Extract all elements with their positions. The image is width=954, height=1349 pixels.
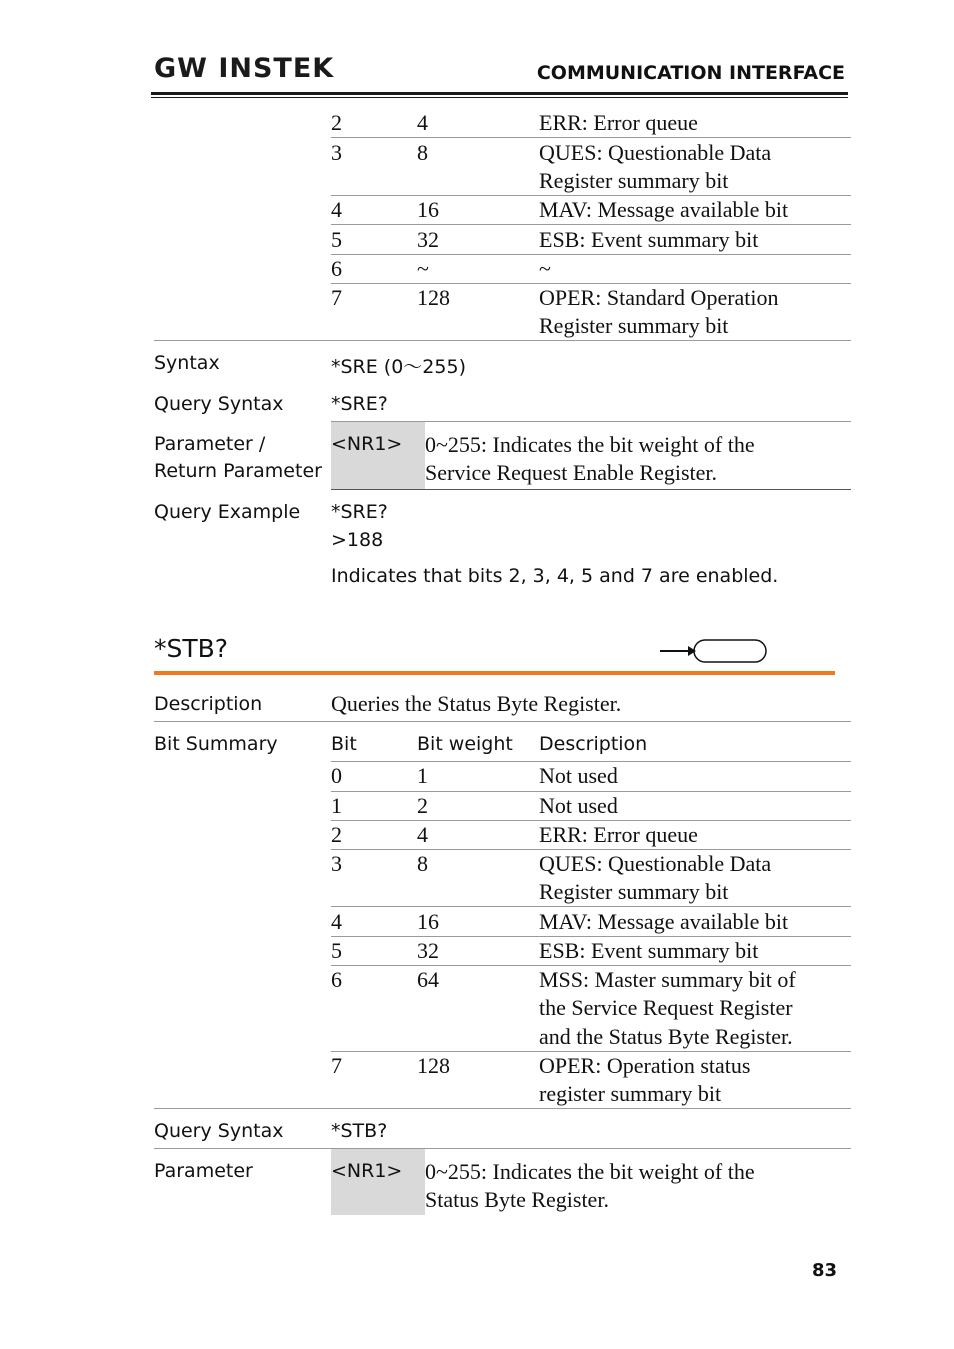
row-divider: [331, 224, 851, 225]
table-cell-weight: 16: [417, 197, 439, 222]
syntax-value: *SRE (0～255): [331, 356, 466, 378]
stb-param-desc-cont: Status Byte Register.: [425, 1187, 609, 1212]
table-cell-weight: 128: [417, 285, 450, 310]
table-cell-bit: 2: [331, 110, 342, 135]
stb-param-desc: 0~255: Indicates the bit weight of the: [425, 1159, 755, 1184]
column-header-weight: Bit weight: [417, 733, 513, 755]
stb-param-label: Parameter: [154, 1160, 253, 1182]
table-cell-weight: 32: [417, 227, 439, 252]
table-cell-weight: 64: [417, 967, 439, 992]
table-cell-desc-cont: Register summary bit: [539, 168, 729, 193]
page-number: 83: [812, 1260, 838, 1281]
table-cell-desc: OPER: Operation status: [539, 1053, 751, 1078]
table-cell-bit: 7: [331, 285, 342, 310]
table-cell-weight: 8: [417, 851, 428, 876]
syntax-label: Syntax: [154, 352, 220, 374]
table-cell-desc: QUES: Questionable Data: [539, 851, 772, 876]
column-header-description: Description: [539, 733, 648, 755]
table-cell-bit: 3: [331, 851, 342, 876]
table-cell-bit: 7: [331, 1053, 342, 1078]
table-cell-desc-cont: the Service Request Register: [539, 995, 793, 1020]
section-divider: [154, 721, 851, 722]
table-cell-desc: QUES: Questionable Data: [539, 140, 772, 165]
table-cell-weight: 128: [417, 1053, 450, 1078]
row-divider: [331, 254, 851, 255]
stb-query-syntax-value: *STB?: [331, 1120, 388, 1142]
header-rule: [151, 92, 848, 95]
table-cell-desc-cont: and the Status Byte Register.: [539, 1024, 793, 1049]
query-arrow-icon: [660, 638, 768, 664]
param-label-cont: Return Parameter: [154, 460, 322, 482]
table-cell-desc-cont: Register summary bit: [539, 879, 729, 904]
table-cell-bit: 2: [331, 822, 342, 847]
table-cell-desc: ESB: Event summary bit: [539, 227, 759, 252]
section-divider: [154, 340, 851, 341]
table-cell-desc: ERR: Error queue: [539, 110, 698, 135]
section-divider: [154, 1148, 851, 1149]
table-cell-desc: MAV: Message available bit: [539, 197, 789, 222]
param-type: <NR1>: [331, 433, 403, 455]
stb-param-type: <NR1>: [331, 1160, 403, 1182]
param-desc-cont: Service Request Enable Register.: [425, 460, 718, 485]
table-cell-desc: Not used: [539, 793, 618, 818]
table-cell-weight: 32: [417, 938, 439, 963]
table-cell-desc: ERR: Error queue: [539, 822, 698, 847]
table-cell-weight: 4: [417, 822, 428, 847]
query-syntax-label: Query Syntax: [154, 393, 284, 415]
table-cell-desc: MSS: Master summary bit of: [539, 967, 796, 992]
brand-logo: GW INSTEK: [154, 53, 335, 84]
param-type-box: [331, 422, 425, 490]
table-cell-bit: 5: [331, 938, 342, 963]
table-cell-bit: 1: [331, 793, 342, 818]
table-cell-desc-cont: register summary bit: [539, 1081, 722, 1106]
table-cell-desc: Not used: [539, 763, 618, 788]
query-example-command: *SRE?: [331, 501, 388, 523]
table-cell-weight: 4: [417, 110, 428, 135]
table-cell-bit: 3: [331, 140, 342, 165]
table-cell-weight: ~: [417, 256, 429, 281]
table-cell-weight: 2: [417, 793, 428, 818]
stb-query-syntax-label: Query Syntax: [154, 1120, 284, 1142]
section-divider: [154, 1108, 851, 1109]
table-cell-bit: 5: [331, 227, 342, 252]
table-cell-desc: ~: [539, 256, 551, 281]
bit-summary-label: Bit Summary: [154, 733, 278, 755]
table-cell-desc: OPER: Standard Operation: [539, 285, 779, 310]
query-example-note: Indicates that bits 2, 3, 4, 5 and 7 are enabled.: [331, 565, 779, 587]
row-divider: [331, 137, 851, 138]
row-divider: [331, 906, 851, 907]
table-cell-desc: MAV: Message available bit: [539, 909, 789, 934]
table-cell-desc-cont: Register summary bit: [539, 313, 729, 338]
query-syntax-value: *SRE?: [331, 393, 388, 415]
table-cell-bit: 0: [331, 763, 342, 788]
description-value: Queries the Status Byte Register.: [331, 691, 622, 716]
table-cell-bit: 6: [331, 256, 342, 281]
param-desc: 0~255: Indicates the bit weight of the: [425, 432, 755, 457]
param-label: Parameter /: [154, 433, 266, 455]
column-header-bit: Bit: [331, 733, 357, 755]
table-cell-desc: ESB: Event summary bit: [539, 938, 759, 963]
command-title: *STB?: [154, 634, 229, 663]
table-cell-weight: 16: [417, 909, 439, 934]
stb-param-type-box: [331, 1149, 425, 1215]
table-cell-weight: 1: [417, 763, 428, 788]
description-label: Description: [154, 693, 263, 715]
section-title: COMMUNICATION INTERFACE: [536, 62, 845, 84]
query-example-response: >188: [331, 529, 384, 551]
command-title-underline: [154, 671, 835, 675]
table-cell-bit: 4: [331, 197, 342, 222]
header-rule-thin: [151, 97, 848, 98]
section-divider: [331, 489, 851, 490]
query-example-label: Query Example: [154, 501, 301, 523]
table-cell-weight: 8: [417, 140, 428, 165]
table-cell-bit: 4: [331, 909, 342, 934]
table-cell-bit: 6: [331, 967, 342, 992]
